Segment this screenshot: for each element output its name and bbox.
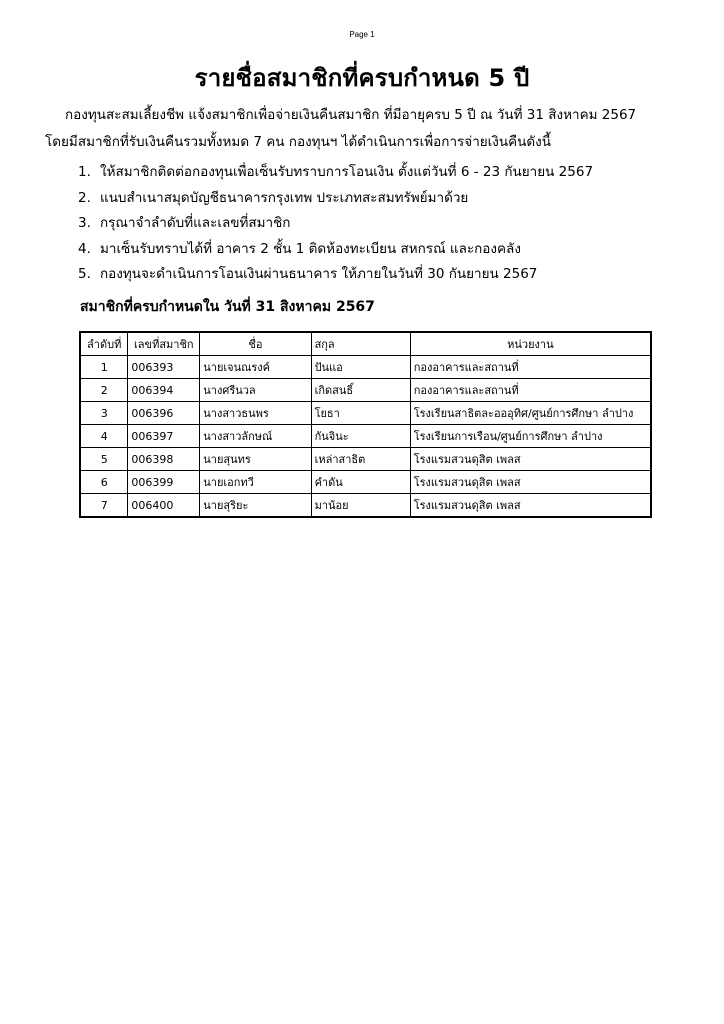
header-name: ชื่อ [200, 332, 311, 356]
cell-no: 3 [80, 402, 128, 425]
cell-member-id: 006397 [128, 425, 200, 448]
cell-member-id: 006394 [128, 379, 200, 402]
instruction-list [78, 160, 593, 288]
cell-no: 7 [80, 494, 128, 518]
cell-name: นายเอกทวี [200, 471, 311, 494]
intro-line-2: โดยมีสมาชิกที่รับเงินคืนรวมทั้งหมด 7 คน กองทุนฯ ได้ดำเนินการเพื่อการจ่ายเงินคืนดังนี้ [45, 134, 551, 150]
cell-surname: มาน้อย [311, 494, 410, 518]
cell-unit: โรงแรมสวนดุสิต เพลส [410, 471, 651, 494]
cell-name: นายเจนณรงค์ [200, 356, 311, 379]
page-label: Page 1 [349, 30, 375, 39]
table-subtitle: สมาชิกที่ครบกำหนดใน วันที่ 31 สิงหาคม 2567 [80, 299, 375, 315]
list-item [78, 211, 593, 237]
table-row [80, 494, 651, 518]
cell-unit: กองอาคารและสถานที่ [410, 356, 651, 379]
header-unit: หน่วยงาน [410, 332, 651, 356]
cell-name: นายสุริยะ [200, 494, 311, 518]
cell-name: นายสุนทร [200, 448, 311, 471]
list-item [78, 237, 593, 263]
list-item [78, 262, 593, 288]
item-number: 3. [78, 215, 91, 231]
table-row [80, 425, 651, 448]
cell-no: 1 [80, 356, 128, 379]
header-no: ลำดับที่ [80, 332, 128, 356]
cell-name: นางสาวธนพร [200, 402, 311, 425]
cell-surname: โยธา [311, 402, 410, 425]
list-item [78, 186, 593, 212]
table-header-row [80, 332, 651, 356]
list-item [78, 160, 593, 186]
cell-member-id: 006393 [128, 356, 200, 379]
cell-unit: โรงแรมสวนดุสิต เพลส [410, 448, 651, 471]
cell-surname: เกิดสนธิ์ [311, 379, 410, 402]
table-row [80, 471, 651, 494]
cell-member-id: 006400 [128, 494, 200, 518]
cell-unit: โรงเรียนการเรือน/ศูนย์การศึกษา ลำปาง [410, 425, 651, 448]
item-number: 4. [78, 240, 91, 257]
header-surname: สกุล [311, 332, 410, 356]
cell-no: 5 [80, 448, 128, 471]
cell-no: 6 [80, 471, 128, 494]
item-text: กรุณาจำลำดับที่และเลขที่สมาชิก [100, 215, 291, 231]
cell-surname: เหล่าสาธิต [311, 448, 410, 471]
item-text: กองทุนจะดำเนินการโอนเงินผ่านธนาคาร ให้ภายในวันที่ 30 กันยายน 2567 [100, 266, 538, 282]
table-row [80, 379, 651, 402]
item-number: 5. [78, 266, 91, 282]
members-table [79, 331, 652, 518]
header-member-id: เลขที่สมาชิก [128, 332, 200, 356]
cell-member-id: 006398 [128, 448, 200, 471]
cell-surname: ปันแอ [311, 356, 410, 379]
cell-member-id: 006396 [128, 402, 200, 425]
cell-unit: โรงแรมสวนดุสิต เพลส [410, 494, 651, 518]
cell-name: นางศรีนวล [200, 379, 311, 402]
cell-no: 2 [80, 379, 128, 402]
cell-surname: คำดัน [311, 471, 410, 494]
cell-unit: กองอาคารและสถานที่ [410, 379, 651, 402]
table-row [80, 356, 651, 379]
intro-line-1: กองทุนสะสมเลี้ยงชีพ แจ้งสมาชิกเพื่อจ่ายเงินคืนสมาชิก ที่มีอายุครบ 5 ปี ณ วันที่ 31 สิงหาคม 2567 [65, 107, 637, 123]
item-text: ให้สมาชิกติดต่อกองทุนเพื่อเซ็นรับทราบการโอนเงิน ตั้งแต่วันที่ 6 - 23 กันยายน 2567 [100, 164, 594, 180]
document-title: รายชื่อสมาชิกที่ครบกำหนด 5 ปี [194, 64, 530, 92]
item-text: มาเซ็นรับทราบได้ที่ อาคาร 2 ชั้น 1 ติดห้องทะเบียน สหกรณ์ และกองคลัง [100, 240, 521, 257]
item-number: 1. [78, 164, 91, 180]
cell-unit: โรงเรียนสาธิตละอออุทิศ/ศูนย์การศึกษา ลำปาง [410, 402, 651, 425]
table-row [80, 402, 651, 425]
item-text: แนบสำเนาสมุดบัญชีธนาคารกรุงเทพ ประเภทสะสมทรัพย์มาด้วย [100, 189, 469, 206]
cell-member-id: 006399 [128, 471, 200, 494]
item-number: 2. [78, 189, 91, 206]
table-row [80, 448, 651, 471]
cell-surname: กันจินะ [311, 425, 410, 448]
cell-name: นางสาวลักษณ์ [200, 425, 311, 448]
cell-no: 4 [80, 425, 128, 448]
